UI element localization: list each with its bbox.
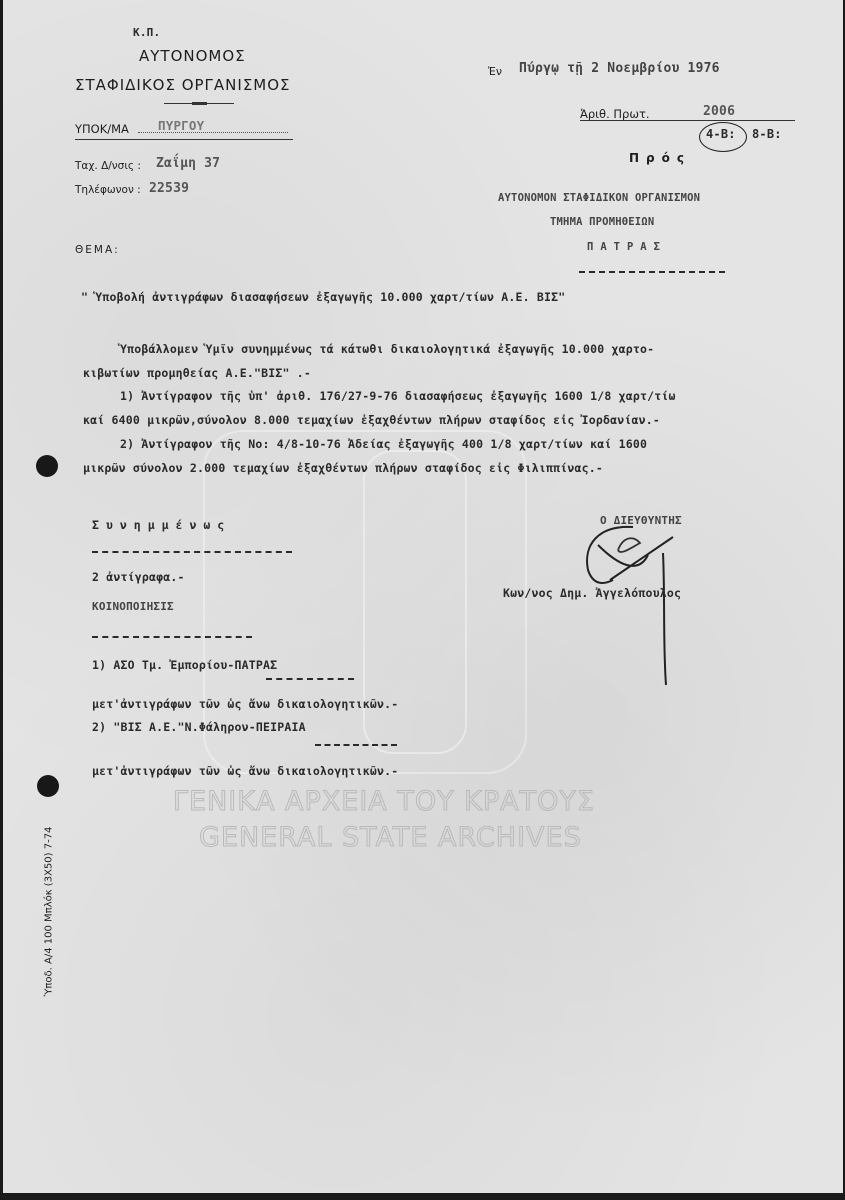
watermark-english: GENERAL STATE ARCHIVES <box>199 822 582 853</box>
attachments-heading: Συνημμένως <box>92 518 232 532</box>
signatory-title: Ο ΔΙΕΥΘΥΝΤΗΣ <box>600 514 682 527</box>
code2: 8-Β: <box>752 127 782 141</box>
phone-label: Τηλέφωνον : <box>75 184 141 196</box>
subject-text: " Ὑποβολή ἀντιγράφων διασαφήσεων ἐξαγωγῆς 10.000 χαρτ/τίων Α.Ε. ΒΙΣ" <box>81 290 566 304</box>
place-prefix: Ἐν <box>488 65 502 78</box>
cc2: 2) "ΒΙΣ Α.Ε."Ν.Φάληρον-ΠΕΙΡΑΙΑ <box>92 720 306 734</box>
ref-mark: Κ.Π. <box>133 26 161 39</box>
body-intro-line1: Ὑποβάλλομεν Ὑμῖν συνημμένως τά κάτωθι δικαιολογητικά ἐξαγωγῆς 10.000 χαρτο- <box>120 342 655 356</box>
punch-hole-bottom <box>37 775 59 797</box>
org-name-line1: ΑΥΤΟΝΟΜΟΣ <box>139 47 246 65</box>
branch-label: ΥΠΟΚ/ΜΑ <box>75 122 129 136</box>
address-value: Ζαΐμη 37 <box>156 156 221 171</box>
branch-value: ΠΥΡΓΟΥ <box>158 118 205 133</box>
cc2-note: μετ'ἀντιγράφων τῶν ὡς ἄνω δικαιολογητικῶν.- <box>92 764 399 778</box>
recipient-line3: ΠΑΤΡΑΣ <box>587 241 667 253</box>
item1-line1: 1) Ἀντίγραφον τῆς ὑπ' ἀριθ. 176/27-9-76 διασαφήσεως ἐξαγωγῆς 1600 1/8 χαρτ/τίω <box>120 389 676 403</box>
protocol-label: Ἀριθ. Πρωτ. <box>580 107 650 121</box>
cc2-underline <box>315 744 397 746</box>
handwritten-signature <box>568 515 688 690</box>
signatory-name: Κων/νος Δημ. Ἀγγελόπουλος <box>503 586 682 600</box>
protocol-value: 2006 <box>703 104 736 119</box>
cc-underline <box>92 636 252 638</box>
branch-underline <box>75 139 293 140</box>
cc1: 1) ΑΣΟ Τμ. Ἐμπορίου-ΠΑΤΡΑΣ <box>92 658 278 672</box>
cc-heading: ΚΟΙΝΟΠΟΙΗΣΙΣ <box>92 600 174 613</box>
item2-line2: μικρῶν σύνολον 2.000 τεμαχίων ἐξαχθέντων πλήρων σταφίδος εἰς Φιλιππίνας.- <box>83 461 604 475</box>
circled-code: 4-Β: <box>706 127 736 141</box>
attachments-value: 2 ἀντίγραφα.- <box>92 570 185 584</box>
protocol-underline <box>580 120 795 121</box>
body-intro-line2: κιβωτίων προμηθείας Α.Ε."ΒΙΣ" .- <box>83 366 311 380</box>
attachments-underline <box>92 551 292 553</box>
margin-print: Ὑποδ. Α/4 100 Μπλόκ (3Χ50) 7-74 <box>43 826 55 997</box>
recipient-line1: ΑΥΤΟΝΟΜΟΝ ΣΤΑΦΙΔΙΚΟΝ ΟΡΓΑΝΙΣΜΟΝ <box>498 192 701 204</box>
cc1-underline <box>266 678 354 680</box>
subject-label: ΘΕΜΑ: <box>75 244 120 256</box>
watermark-greek: ΓΕΝΙΚΑ ΑΡΧΕΙΑ ΤΟΥ ΚΡΑΤΟΥΣ <box>173 786 595 817</box>
cc1-note: μετ'ἀντιγράφων τῶν ὡς ἄνω δικαιολογητικῶν.- <box>92 697 399 711</box>
org-name-line2: ΣΤΑΦΙΔΙΚΟΣ ΟΡΓΑΝΙΣΜΟΣ <box>75 76 291 94</box>
item2-line1: 2) Ἀντίγραφον τῆς Νο: 4/8-10-76 Ἀδείας ἐξαγωγῆς 400 1/8 χαρτ/τίων καί 1600 <box>120 437 648 451</box>
recipient-underline <box>579 271 725 273</box>
to-label: Πρός <box>629 151 691 165</box>
phone-value: 22539 <box>149 181 190 196</box>
address-label: Ταχ. Δ/νσις : <box>75 160 141 172</box>
item1-line2: καί 6400 μικρῶν,σύνολον 8.000 τεμαχίων ἐξαχθέντων πλήρων σταφίδος εἰς Ἰορδανίαν.- <box>83 413 661 427</box>
document-page <box>3 0 843 1193</box>
place-date: Πύργῳ τῇ 2 Νοεμβρίου 1976 <box>519 61 720 76</box>
divider-center <box>192 102 207 105</box>
punch-hole-top <box>36 455 58 477</box>
recipient-line2: ΤΜΗΜΑ ΠΡΟΜΗΘΕΙΩΝ <box>550 216 655 228</box>
